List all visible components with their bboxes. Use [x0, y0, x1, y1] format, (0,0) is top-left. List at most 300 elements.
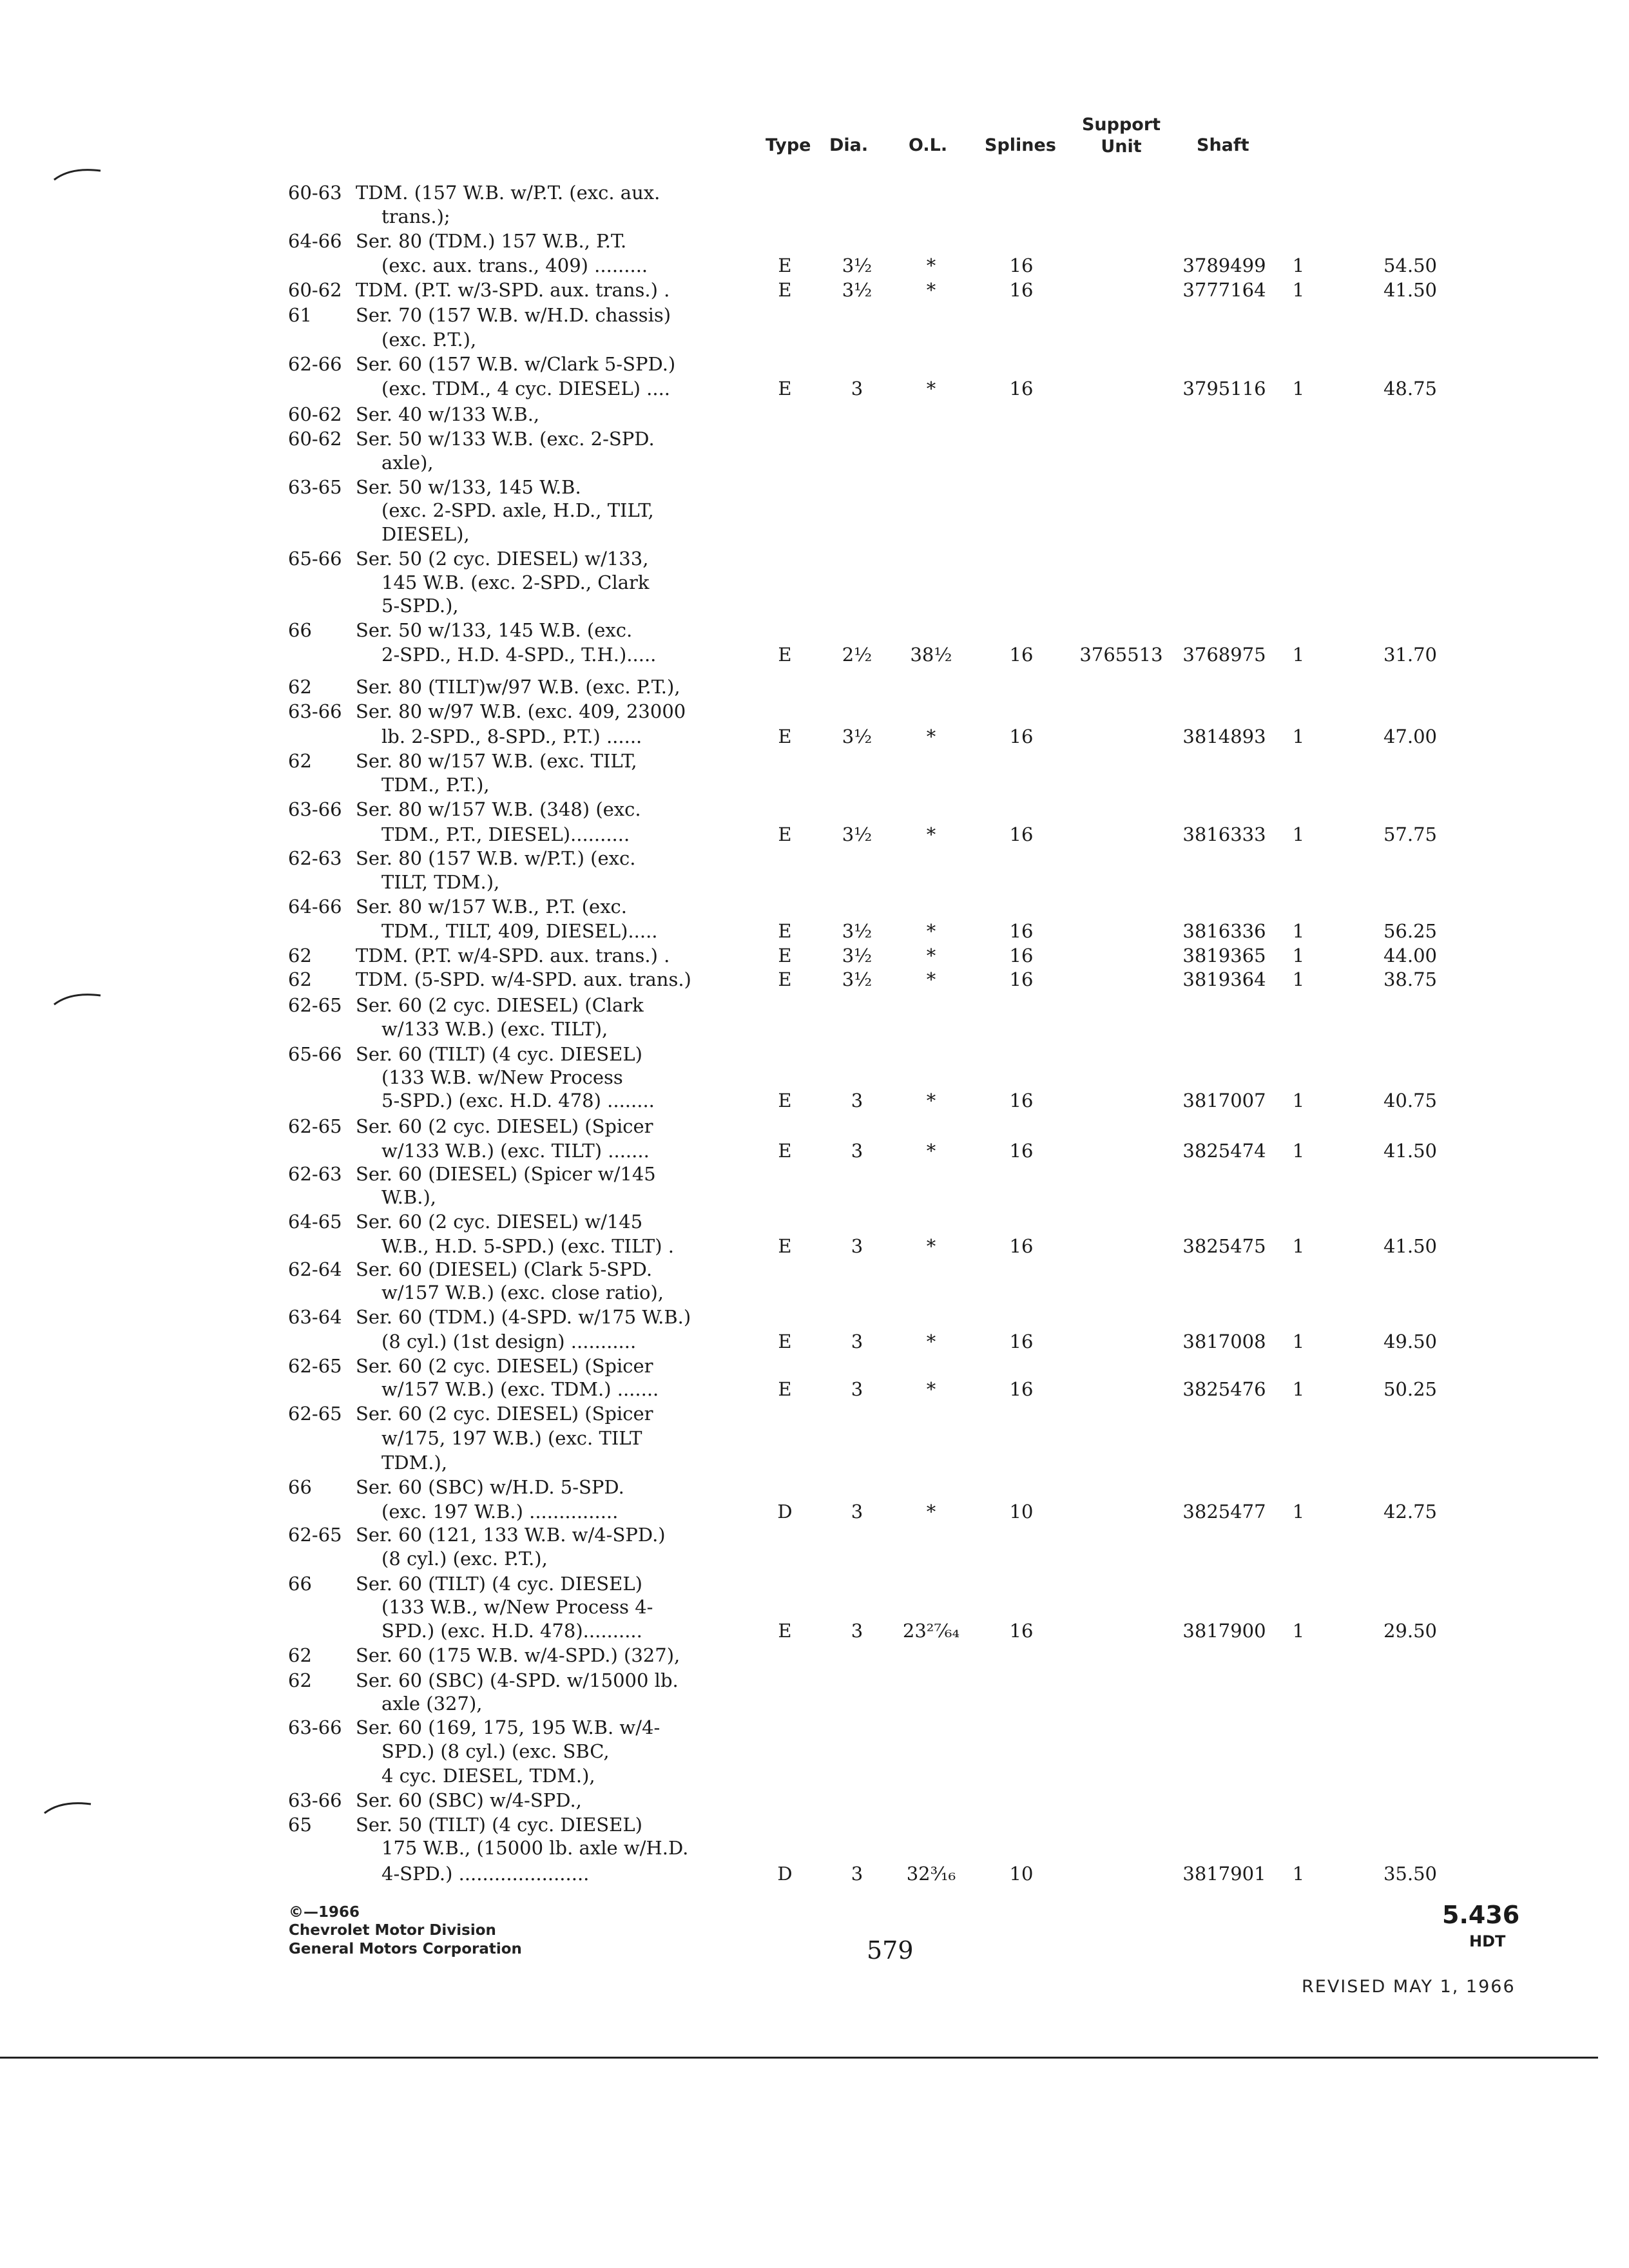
cell-shaft-part-number: 3819365 [1182, 945, 1266, 966]
cell-description: Ser. 50 (TILT) (4 cyc. DIESEL) [356, 1814, 642, 1836]
cell-splines: 16 [1009, 1140, 1034, 1162]
cell-description: Ser. 60 (TILT) (4 cyc. DIESEL) [356, 1573, 642, 1595]
table-row [0, 1715, 1629, 1740]
cell-year: 62-65 [288, 1355, 342, 1377]
table-row [0, 642, 1629, 667]
table-row [0, 1450, 1629, 1475]
section-number: 5.436 [1442, 1901, 1520, 1929]
cell-splines: 10 [1009, 1501, 1034, 1523]
cell-price: 44.00 [1383, 945, 1437, 966]
cell-description: w/175, 197 W.B.) (exc. TILT [381, 1427, 642, 1449]
table-row [0, 546, 1629, 571]
table-row [0, 1185, 1629, 1209]
cell-year: 63-66 [288, 1716, 342, 1738]
cell-diameter: 3½ [842, 945, 872, 966]
cell-overall-length: * [926, 1090, 936, 1111]
cell-overall-length: * [926, 279, 936, 301]
cell-year: 62 [288, 1669, 312, 1691]
cell-diameter: 3 [851, 1620, 863, 1642]
page-number: 579 [867, 1936, 914, 1965]
cell-description: (exc. 197 W.B.) ............... [381, 1501, 619, 1523]
cell-year: 62-66 [288, 353, 342, 375]
cell-description: 4 cyc. DIESEL, TDM.), [381, 1765, 595, 1787]
cell-price: 42.75 [1383, 1501, 1437, 1523]
cell-year: 60-62 [288, 279, 342, 301]
cell-price: 54.50 [1383, 255, 1437, 276]
cell-description: 2-SPD., H.D. 4-SPD., T.H.)..... [381, 644, 657, 666]
cell-description: Ser. 60 (169, 175, 195 W.B. w/4- [356, 1716, 660, 1738]
cell-splines: 16 [1009, 644, 1034, 666]
cell-year: 62-65 [288, 1524, 342, 1546]
table-row [0, 1836, 1629, 1860]
cell-description: Ser. 60 (2 cyc. DIESEL) w/145 [356, 1211, 643, 1233]
cell-description: Ser. 60 (SBC) w/H.D. 5-SPD. [356, 1476, 624, 1498]
cell-description: 5-SPD.), [381, 595, 459, 617]
table-row [0, 1763, 1629, 1788]
table-row [0, 1643, 1629, 1667]
cell-splines: 16 [1009, 945, 1034, 966]
cell-splines: 16 [1009, 255, 1034, 276]
table-row [0, 1523, 1629, 1547]
table-row [0, 1305, 1629, 1329]
cell-splines: 16 [1009, 920, 1034, 942]
cell-diameter: 3 [851, 1501, 863, 1523]
cell-diameter: 3 [851, 1140, 863, 1162]
cell-splines: 16 [1009, 1090, 1034, 1111]
cell-description: Ser. 80 w/157 W.B., P.T. (exc. [356, 896, 628, 918]
cell-type: E [778, 1140, 792, 1162]
bottom-rule [0, 2057, 1598, 2059]
cell-year: 64-66 [288, 230, 342, 252]
cell-splines: 10 [1009, 1863, 1034, 1885]
cell-description: Ser. 60 (2 cyc. DIESEL) (Spicer [356, 1355, 653, 1377]
table-row [0, 204, 1629, 229]
cell-description: trans.); [381, 206, 450, 227]
cell-shaft-part-number: 3825477 [1182, 1501, 1266, 1523]
cell-description: lb. 2-SPD., 8-SPD., P.T.) ...... [381, 726, 642, 747]
cell-shaft-part-number: 3817900 [1182, 1620, 1266, 1642]
table-row [0, 618, 1629, 642]
table-row [0, 1377, 1629, 1401]
header-dia: Dia. [829, 135, 869, 155]
table-row [0, 1139, 1629, 1163]
cell-quantity: 1 [1292, 255, 1305, 276]
cell-splines: 16 [1009, 1235, 1034, 1257]
cell-diameter: 3½ [842, 255, 872, 276]
cell-quantity: 1 [1292, 378, 1305, 399]
table-row [0, 1088, 1629, 1113]
cell-quantity: 1 [1292, 1620, 1305, 1642]
cell-year: 65 [288, 1814, 312, 1836]
cell-description: axle), [381, 452, 434, 474]
table-row [0, 352, 1629, 376]
cell-type: E [778, 1331, 792, 1352]
table-row [0, 1401, 1629, 1426]
table-row [0, 475, 1629, 499]
cell-description: Ser. 60 (TDM.) (4-SPD. w/175 W.B.) [356, 1306, 691, 1328]
cell-year: 62 [288, 945, 312, 966]
cell-year: 62-65 [288, 1115, 342, 1137]
cell-description: Ser. 50 (2 cyc. DIESEL) w/133, [356, 548, 649, 570]
cell-description: Ser. 80 (157 W.B. w/P.T.) (exc. [356, 847, 636, 869]
table-row [0, 773, 1629, 797]
cell-description: 145 W.B. (exc. 2-SPD., Clark [381, 572, 650, 593]
table-row [0, 450, 1629, 475]
table-row [0, 303, 1629, 327]
table-row [0, 943, 1629, 968]
cell-description: Ser. 50 w/133, 145 W.B. (exc. [356, 619, 633, 641]
cell-description: w/157 W.B.) (exc. close ratio), [381, 1282, 664, 1303]
cell-description: TDM. (5-SPD. w/4-SPD. aux. trans.) [356, 968, 691, 990]
cell-year: 60-62 [288, 428, 342, 450]
cell-description: TDM., P.T., DIESEL).......... [381, 823, 630, 845]
cell-type: D [777, 1863, 793, 1885]
table-row [0, 1042, 1629, 1066]
cell-shaft-part-number: 3825476 [1182, 1378, 1266, 1400]
cell-diameter: 3½ [842, 968, 872, 990]
table-row [0, 593, 1629, 618]
cell-overall-length: * [926, 1331, 936, 1352]
table-row [0, 870, 1629, 894]
table-row [0, 1329, 1629, 1354]
header-support-line2: Unit [1101, 137, 1142, 157]
cell-diameter: 2½ [842, 644, 872, 666]
table-row [0, 522, 1629, 546]
cell-price: 47.00 [1383, 726, 1437, 747]
table-row [0, 1017, 1629, 1041]
cell-quantity: 1 [1292, 1140, 1305, 1162]
cell-description: Ser. 80 (TILT)w/97 W.B. (exc. P.T.), [356, 676, 680, 698]
table-row [0, 1571, 1629, 1596]
revision-date: REVISED MAY 1, 1966 [1302, 1977, 1516, 1997]
table-row [0, 327, 1629, 352]
cell-diameter: 3½ [842, 726, 872, 747]
cell-diameter: 3½ [842, 279, 872, 301]
cell-quantity: 1 [1292, 968, 1305, 990]
cell-overall-length: * [926, 823, 936, 845]
cell-description: Ser. 60 (175 W.B. w/4-SPD.) (327), [356, 1644, 680, 1666]
cell-year: 65-66 [288, 1043, 342, 1065]
cell-price: 56.25 [1383, 920, 1437, 942]
cell-splines: 16 [1009, 378, 1034, 399]
table-row [0, 278, 1629, 302]
cell-description: Ser. 80 (TDM.) 157 W.B., P.T. [356, 230, 627, 252]
cell-year: 63-66 [288, 700, 342, 722]
cell-price: 35.50 [1383, 1863, 1437, 1885]
table-row [0, 1234, 1629, 1258]
cell-price: 41.50 [1383, 1235, 1437, 1257]
cell-description: (133 W.B. w/New Process [381, 1066, 623, 1088]
cell-splines: 16 [1009, 1331, 1034, 1352]
cell-description: Ser. 60 (2 cyc. DIESEL) (Spicer [356, 1403, 653, 1425]
cell-quantity: 1 [1292, 1378, 1305, 1400]
table-row [0, 846, 1629, 870]
cell-type: E [778, 1090, 792, 1111]
table-row [0, 919, 1629, 943]
cell-quantity: 1 [1292, 726, 1305, 747]
cell-description: SPD.) (exc. H.D. 478).......... [381, 1620, 642, 1642]
table-row [0, 1209, 1629, 1234]
cell-description: w/157 W.B.) (exc. TDM.) ....... [381, 1378, 659, 1400]
cell-description: (8 cyl.) (exc. P.T.), [381, 1548, 548, 1570]
table-row [0, 1619, 1629, 1643]
table-row [0, 253, 1629, 278]
header-type: Type [766, 135, 811, 155]
cell-overall-length: 23²⁷⁄₆₄ [902, 1620, 960, 1642]
cell-shaft-part-number: 3816333 [1182, 823, 1266, 845]
cell-price: 48.75 [1383, 378, 1437, 399]
cell-type: E [778, 255, 792, 276]
cell-year: 62 [288, 1644, 312, 1666]
cell-overall-length: * [926, 1140, 936, 1162]
table-row [0, 993, 1629, 1017]
cell-year: 60-63 [288, 182, 342, 204]
cell-year: 64-66 [288, 896, 342, 918]
table-row [0, 402, 1629, 427]
cell-diameter: 3 [851, 378, 863, 399]
cell-description: Ser. 70 (157 W.B. w/H.D. chassis) [356, 304, 671, 326]
cell-shaft-part-number: 3825474 [1182, 1140, 1266, 1162]
cell-description: TDM. (157 W.B. w/P.T. (exc. aux. [356, 182, 660, 204]
cell-description: Ser. 60 (157 W.B. w/Clark 5-SPD.) [356, 353, 676, 375]
copyright: ©—1966 [289, 1904, 360, 1921]
cell-type: E [778, 726, 792, 747]
cell-year: 62 [288, 968, 312, 990]
cell-type: E [778, 1378, 792, 1400]
cell-type: E [778, 1235, 792, 1257]
cell-description: Ser. 60 (TILT) (4 cyc. DIESEL) [356, 1043, 642, 1065]
table-row [0, 570, 1629, 595]
cell-description: axle (327), [381, 1693, 483, 1715]
cell-description: TDM., P.T.), [381, 774, 490, 796]
cell-description: TDM.), [381, 1452, 448, 1474]
cell-description: Ser. 60 (DIESEL) (Clark 5-SPD. [356, 1258, 653, 1280]
cell-type: D [777, 1501, 793, 1523]
cell-description: Ser. 60 (2 cyc. DIESEL) (Clark [356, 994, 644, 1016]
table-row [0, 675, 1629, 699]
cell-overall-length: * [926, 945, 936, 966]
cell-description: (8 cyl.) (1st design) ........... [381, 1331, 637, 1352]
cell-shaft-part-number: 3777164 [1182, 279, 1266, 301]
cell-diameter: 3 [851, 1331, 863, 1352]
table-row [0, 1668, 1629, 1693]
cell-description: TILT, TDM.), [381, 871, 500, 893]
cell-description: (exc. aux. trans., 409) ......... [381, 255, 648, 276]
cell-year: 66 [288, 1573, 312, 1595]
cell-shaft-part-number: 3819364 [1182, 968, 1266, 990]
cell-type: E [778, 378, 792, 399]
cell-type: E [778, 945, 792, 966]
cell-year: 66 [288, 619, 312, 641]
cell-year: 63-66 [288, 798, 342, 820]
cell-description: DIESEL), [381, 523, 470, 545]
cell-overall-length: * [926, 378, 936, 399]
cell-description: (133 W.B., w/New Process 4- [381, 1596, 653, 1618]
cell-quantity: 1 [1292, 1331, 1305, 1352]
cell-description: 4-SPD.) ...................... [381, 1863, 590, 1885]
cell-quantity: 1 [1292, 920, 1305, 942]
cell-year: 62-64 [288, 1258, 342, 1280]
table-row [0, 894, 1629, 919]
cell-price: 40.75 [1383, 1090, 1437, 1111]
cell-type: E [778, 279, 792, 301]
cell-description: w/133 W.B.) (exc. TILT), [381, 1018, 608, 1040]
table-row [0, 1499, 1629, 1524]
cell-price: 57.75 [1383, 823, 1437, 845]
table-row [0, 967, 1629, 992]
table-row [0, 1691, 1629, 1716]
cell-description: TDM. (P.T. w/4-SPD. aux. trans.) . [356, 945, 670, 966]
cell-type: E [778, 644, 792, 666]
cell-year: 63-66 [288, 1789, 342, 1811]
cell-year: 62 [288, 676, 312, 698]
cell-quantity: 1 [1292, 1235, 1305, 1257]
cell-type: E [778, 1620, 792, 1642]
cell-splines: 16 [1009, 1620, 1034, 1642]
section-code: HDT [1469, 1932, 1506, 1950]
cell-description: Ser. 60 (121, 133 W.B. w/4-SPD.) [356, 1524, 666, 1546]
cell-description: 175 W.B., (15000 lb. axle w/H.D. [381, 1837, 689, 1859]
cell-year: 62 [288, 750, 312, 772]
cell-splines: 16 [1009, 1378, 1034, 1400]
cell-overall-length: 38½ [910, 644, 952, 666]
cell-overall-length: * [926, 726, 936, 747]
cell-description: 5-SPD.) (exc. H.D. 478) ........ [381, 1090, 655, 1111]
cell-shaft-part-number: 3816336 [1182, 920, 1266, 942]
cell-quantity: 1 [1292, 945, 1305, 966]
cell-description: Ser. 80 w/97 W.B. (exc. 409, 23000 [356, 700, 686, 722]
cell-shaft-part-number: 3825475 [1182, 1235, 1266, 1257]
table-row [0, 1788, 1629, 1812]
table-row [0, 1065, 1629, 1090]
cell-year: 61 [288, 304, 312, 326]
cell-type: E [778, 823, 792, 845]
table-row [0, 1162, 1629, 1186]
cell-year: 62-63 [288, 847, 342, 869]
cell-overall-length: * [926, 1235, 936, 1257]
cell-year: 60-62 [288, 403, 342, 425]
table-row [0, 1354, 1629, 1378]
cell-description: SPD.) (8 cyl.) (exc. SBC, [381, 1740, 610, 1762]
cell-price: 41.50 [1383, 279, 1437, 301]
cell-year: 65-66 [288, 548, 342, 570]
cell-shaft-part-number: 3768975 [1182, 644, 1266, 666]
table-row [0, 1280, 1629, 1305]
cell-description: Ser. 60 (DIESEL) (Spicer w/145 [356, 1163, 656, 1185]
cell-support-unit: 3765513 [1079, 644, 1163, 666]
header-splines: Splines [985, 135, 1056, 155]
cell-price: 31.70 [1383, 644, 1437, 666]
cell-description: TDM. (P.T. w/3-SPD. aux. trans.) . [356, 279, 670, 301]
cell-splines: 16 [1009, 823, 1034, 845]
table-row [0, 797, 1629, 822]
cell-diameter: 3½ [842, 920, 872, 942]
cell-description: Ser. 80 w/157 W.B. (348) (exc. [356, 798, 641, 820]
table-row [0, 498, 1629, 523]
cell-shaft-part-number: 3795116 [1182, 378, 1266, 399]
cell-overall-length: 32³⁄₁₆ [906, 1863, 956, 1885]
header-support-unit [1076, 114, 1166, 158]
cell-description: (exc. TDM., 4 cyc. DIESEL) .... [381, 378, 670, 399]
cell-quantity: 1 [1292, 1090, 1305, 1111]
cell-description: (exc. P.T.), [381, 329, 477, 351]
table-row [0, 1114, 1629, 1139]
cell-description: W.B.), [381, 1186, 437, 1208]
cell-splines: 16 [1009, 726, 1034, 747]
cell-year: 63-65 [288, 476, 342, 498]
cell-splines: 16 [1009, 968, 1034, 990]
cell-year: 64-65 [288, 1211, 342, 1233]
cell-shaft-part-number: 3817901 [1182, 1863, 1266, 1885]
cell-diameter: 3 [851, 1235, 863, 1257]
cell-description: w/133 W.B.) (exc. TILT) ....... [381, 1140, 650, 1162]
cell-overall-length: * [926, 920, 936, 942]
cell-description: (exc. 2-SPD. axle, H.D., TILT, [381, 499, 654, 521]
cell-description: Ser. 60 (SBC) (4-SPD. w/15000 lb. [356, 1669, 679, 1691]
cell-year: 66 [288, 1476, 312, 1498]
table-row [0, 1812, 1629, 1837]
cell-overall-length: * [926, 1378, 936, 1400]
cell-type: E [778, 920, 792, 942]
cell-diameter: 3½ [842, 823, 872, 845]
cell-splines: 16 [1009, 279, 1034, 301]
table-row [0, 1861, 1629, 1886]
cell-description: Ser. 80 w/157 W.B. (exc. TILT, [356, 750, 637, 772]
table-row [0, 1475, 1629, 1499]
cell-description: Ser. 50 w/133, 145 W.B. [356, 476, 581, 498]
cell-price: 38.75 [1383, 968, 1437, 990]
cell-overall-length: * [926, 968, 936, 990]
table-row [0, 1426, 1629, 1450]
cell-shaft-part-number: 3789499 [1182, 255, 1266, 276]
cell-overall-length: * [926, 1501, 936, 1523]
header-ol: O.L. [909, 135, 948, 155]
table-row [0, 229, 1629, 253]
cell-year: 62-65 [288, 994, 342, 1016]
cell-description: Ser. 40 w/133 W.B., [356, 403, 540, 425]
cell-price: 49.50 [1383, 1331, 1437, 1352]
table-row [0, 1546, 1629, 1571]
cell-shaft-part-number: 3817008 [1182, 1331, 1266, 1352]
cell-quantity: 1 [1292, 644, 1305, 666]
cell-shaft-part-number: 3817007 [1182, 1090, 1266, 1111]
cell-description: W.B., H.D. 5-SPD.) (exc. TILT) . [381, 1235, 674, 1257]
cell-type: E [778, 968, 792, 990]
header-support-line1: Support [1081, 115, 1161, 135]
table-row [0, 699, 1629, 724]
table-row [0, 749, 1629, 773]
cell-description: TDM., TILT, 409, DIESEL)..... [381, 920, 658, 942]
corporation-name: General Motors Corporation [289, 1941, 522, 1957]
cell-overall-length: * [926, 255, 936, 276]
table-row [0, 1257, 1629, 1282]
header-shaft: Shaft [1197, 135, 1249, 155]
cell-price: 50.25 [1383, 1378, 1437, 1400]
table-row [0, 724, 1629, 749]
cell-diameter: 3 [851, 1378, 863, 1400]
cell-diameter: 3 [851, 1863, 863, 1885]
table-row [0, 822, 1629, 847]
division-name: Chevrolet Motor Division [289, 1922, 496, 1939]
table-row [0, 1739, 1629, 1763]
cell-year: 63-64 [288, 1306, 342, 1328]
cell-year: 62-63 [288, 1163, 342, 1185]
cell-shaft-part-number: 3814893 [1182, 726, 1266, 747]
cell-diameter: 3 [851, 1090, 863, 1111]
cell-year: 62-65 [288, 1403, 342, 1425]
cell-description: Ser. 60 (SBC) w/4-SPD., [356, 1789, 582, 1811]
cell-price: 41.50 [1383, 1140, 1437, 1162]
